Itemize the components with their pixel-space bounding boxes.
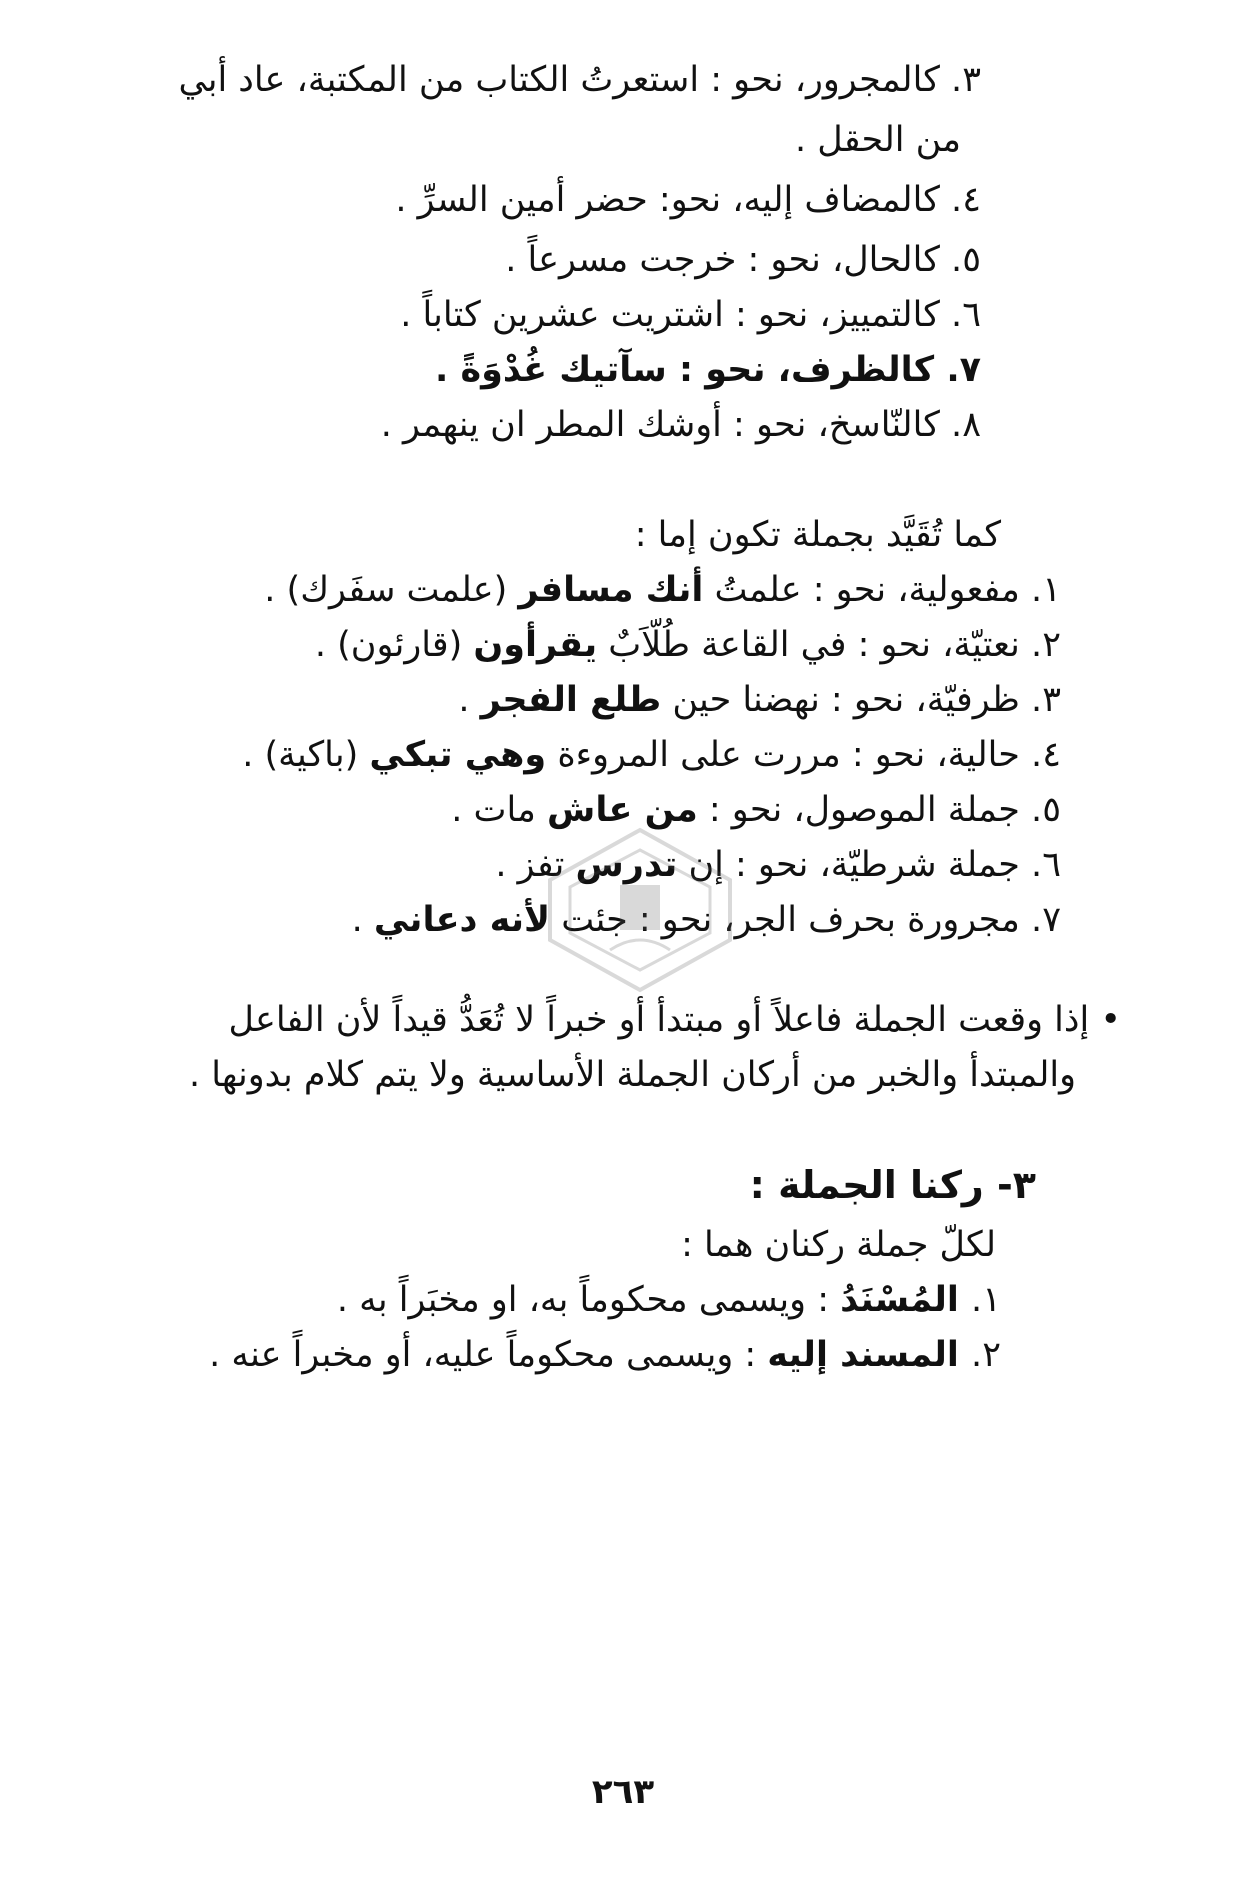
- list1-item3-line2: [795, 115, 961, 165]
- section3-item1: [337, 1275, 1001, 1325]
- list-text: من الحقل .: [795, 120, 961, 160]
- list-text: (باكية) .: [242, 735, 370, 775]
- list-text: (علمت سفَرك) .: [264, 570, 519, 610]
- list1-item5: [505, 235, 981, 285]
- list-number: ٤.: [951, 180, 981, 220]
- list-text: كالمضاف إليه، نحو: حضر أمين السرِّ .: [395, 180, 952, 220]
- list-text: .: [351, 900, 374, 940]
- list-number: ٢.: [1031, 625, 1061, 665]
- list-text: : ويسمى محكوماً به، او مخبَراً به .: [336, 1280, 841, 1320]
- list2-item3: [458, 675, 1061, 725]
- list-text: حالية، نحو : مررت على المروءة: [546, 735, 1032, 775]
- list-number: ٦.: [951, 295, 981, 335]
- example-phrase: وهي تبكي: [369, 735, 547, 775]
- list-number: ١.: [971, 1280, 1001, 1320]
- list1-item7: [435, 345, 981, 395]
- list-number: ٧.: [1031, 900, 1061, 940]
- list-text: جملة الموصول، نحو :: [697, 790, 1032, 830]
- example-phrase: من عاش: [547, 790, 698, 830]
- list-number: ٧.: [946, 350, 981, 390]
- list-number: ٣.: [1031, 680, 1061, 720]
- list1-item6: [400, 290, 981, 340]
- list1-item3-line1: [179, 55, 981, 105]
- list-text: ظرفيّة، نحو : نهضنا حين: [661, 680, 1032, 720]
- list-text: كالتمييز، نحو : اشتريت عشرين كتاباً .: [400, 295, 952, 335]
- note-line-1: [228, 995, 1121, 1045]
- list-number: ١.: [1031, 570, 1061, 610]
- list-text: .: [458, 680, 481, 720]
- list-number: ٢.: [971, 1335, 1001, 1375]
- note-line-2: والمبتدأ والخبر من أركان الجملة الأساسية ولا يتم كلام بدونها .: [188, 1055, 1076, 1095]
- bullet-icon: •: [1100, 1000, 1121, 1040]
- seal-watermark-icon: [540, 825, 740, 995]
- list-number: ٥.: [1031, 790, 1061, 830]
- list2-item4: [242, 730, 1061, 780]
- list-number: ٥.: [951, 240, 981, 280]
- list-text: مجرورة بحرف الجر، نحو : جئت: [550, 900, 1032, 940]
- list2-intro: كما تُقَيَّد بجملة تكون إما :: [634, 515, 1001, 555]
- list-text: مفعولية، نحو : علمتُ: [703, 570, 1032, 610]
- section-intro: لكلّ جملة ركنان هما :: [681, 1225, 996, 1265]
- list2-item1: [264, 565, 1061, 615]
- list1-item8: [381, 400, 981, 450]
- list-text: مات .: [451, 790, 548, 830]
- example-phrase: أنك مسافر: [518, 570, 704, 610]
- example-phrase: يقرأون: [473, 625, 598, 665]
- term: المسند إليه: [767, 1335, 972, 1375]
- list-number: ٦.: [1031, 845, 1061, 885]
- list-text: كالنّاسخ، نحو : أوشك المطر ان ينهمر .: [380, 405, 952, 445]
- list-text: جملة شرطيّة، نحو : إن: [677, 845, 1032, 885]
- section-heading: ٣- ركنا الجملة :: [749, 1163, 1036, 1207]
- example-phrase: لأنه دعاني: [373, 900, 551, 940]
- example-phrase: تدرس: [575, 845, 678, 885]
- list-text: نعتيّة، نحو : في القاعة طُلّاَبٌ: [597, 625, 1032, 665]
- list-number: ٨.: [951, 405, 981, 445]
- list1-item4: [395, 175, 981, 225]
- section3-item2: [209, 1330, 1001, 1380]
- list2-item2: [315, 620, 1061, 670]
- list-text: كالحال، نحو : خرجت مسرعاً .: [505, 240, 952, 280]
- list-number: ٤.: [1031, 735, 1061, 775]
- page-number: ٢٦٣: [591, 1772, 655, 1812]
- example-phrase: طلع الفجر: [480, 680, 662, 720]
- term: المُسْنَدُ: [840, 1280, 972, 1320]
- list-text: كالظرف، نحو : سآتيك غُدْوَةً .: [435, 350, 947, 390]
- list-text: كالمجرور، نحو : استعرتُ الكتاب من المكتبة، عاد أبي: [178, 60, 952, 100]
- note-text: إذا وقعت الجملة فاعلاً أو مبتدأ أو خبراً لا تُعَدُّ قيداً لأن الفاعل: [228, 1000, 1090, 1040]
- list-number: ٣.: [951, 60, 981, 100]
- list-text: : ويسمى محكوماً عليه، أو مخبراً عنه .: [209, 1335, 768, 1375]
- list-text: (قارئون) .: [314, 625, 474, 665]
- list-text: تفز .: [495, 845, 576, 885]
